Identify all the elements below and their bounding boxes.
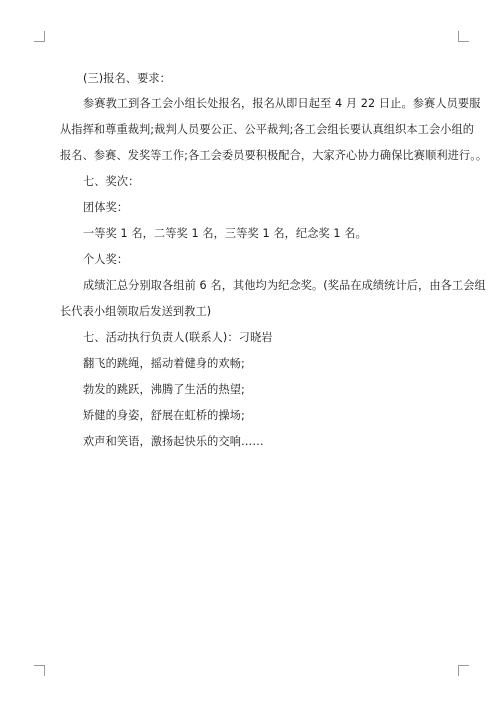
poem-line: 矫健的身姿，舒展在虹桥的操场; bbox=[83, 409, 245, 422]
paragraph-line: 报名、参赛、发奖等工作;各工会委员要积极配合，大家齐心协力确保比赛顺利进行。。 bbox=[60, 149, 488, 162]
paragraph-line: 成绩汇总分别取各组前 6 名，其他均为纪念奖。(奖品在成绩统计后，由各工会组 bbox=[83, 279, 486, 292]
poem-line: 欢声和笑语，激扬起快乐的交响…… bbox=[83, 435, 264, 448]
team-award-details: 一等奖 1 名，二等奖 1 名，三等奖 1 名，纪念奖 1 名。 bbox=[83, 227, 367, 240]
paragraph-line: 从指挥和尊重裁判;裁判人员要公正、公平裁判;各工会组长要认真组织本工会小组的 bbox=[60, 123, 475, 136]
poem-line: 翻飞的跳绳，摇动着健身的欢畅; bbox=[83, 357, 245, 370]
paragraph-line: 长代表小组领取后发送到教工) bbox=[60, 305, 212, 318]
poem-line: 勃发的跳跃，沸腾了生活的热望; bbox=[83, 383, 245, 396]
section-heading-contact: 七、活动执行负责人(联系人)：刁晓岩 bbox=[83, 331, 273, 344]
individual-award-label: 个人奖： bbox=[83, 253, 129, 266]
paragraph-line: 参赛教工到各工会小组长处报名，报名从即日起至 4 月 22 日止。参赛人员要服 bbox=[83, 97, 481, 110]
team-award-label: 团体奖： bbox=[83, 201, 129, 214]
section-heading-awards: 七、奖次： bbox=[83, 175, 140, 188]
section-heading-registration: (三)报名、要求： bbox=[83, 72, 171, 85]
